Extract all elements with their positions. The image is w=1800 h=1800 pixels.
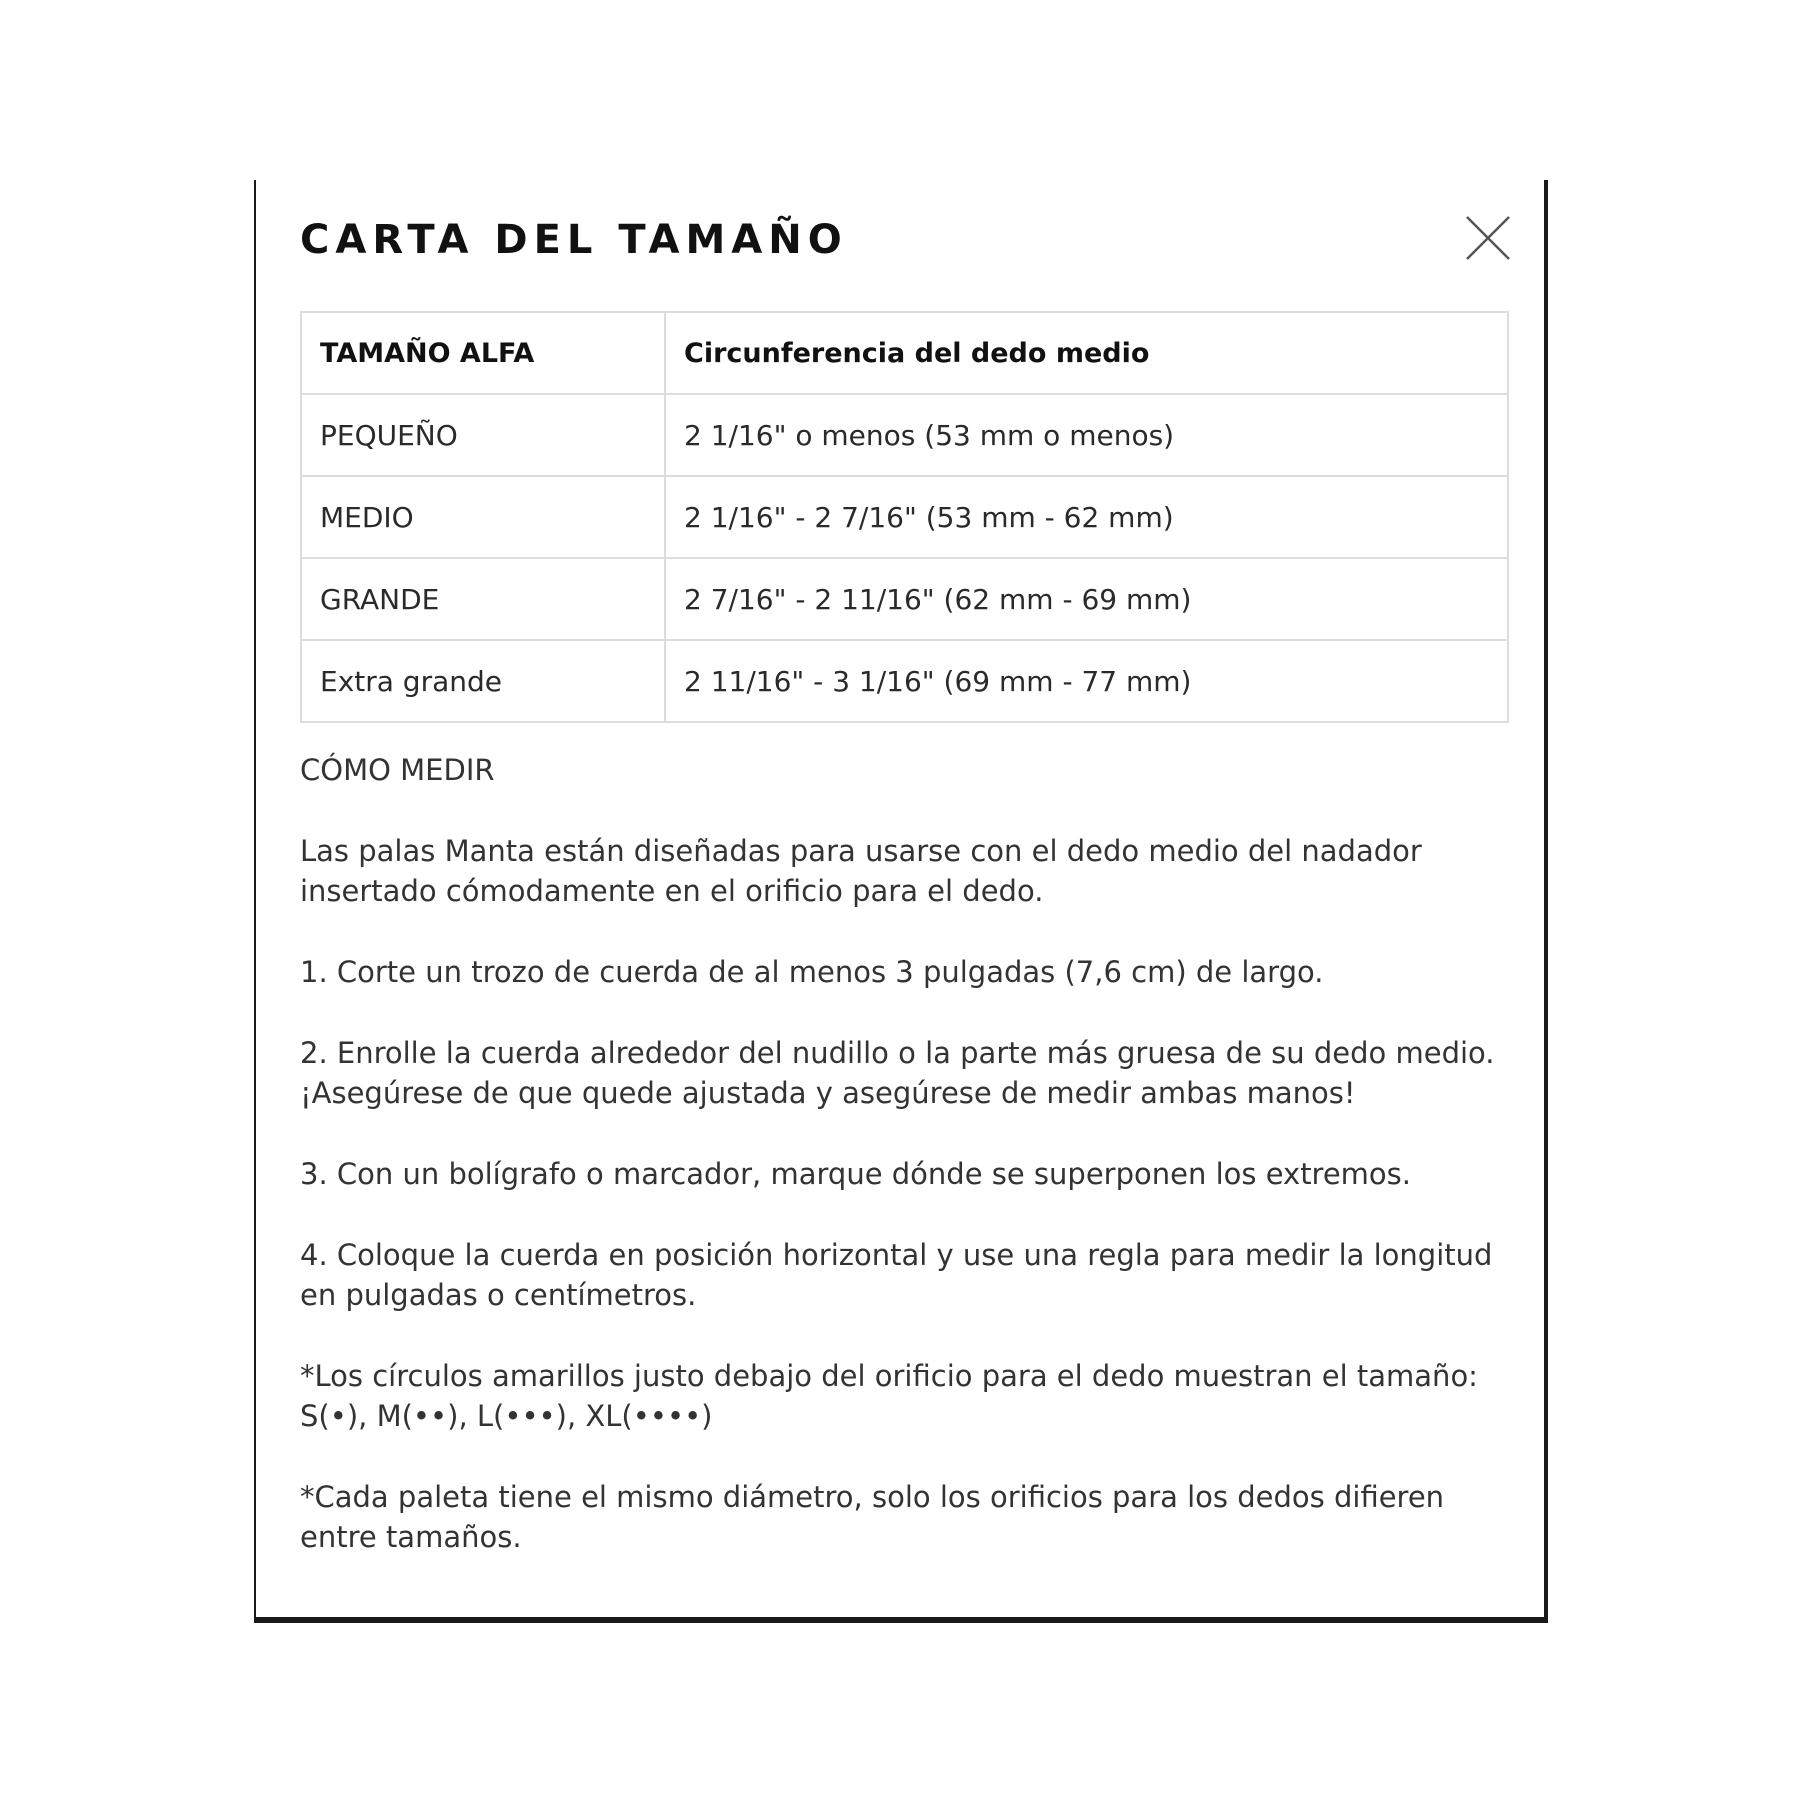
size-range: 2 1/16" - 2 7/16" (53 mm - 62 mm): [665, 476, 1508, 558]
table-row: [301, 640, 1508, 722]
size-table: [300, 311, 1509, 723]
text-line: 3. Con un bolígrafo o marcador, marque dónde se superponen los extremos.: [300, 1157, 1412, 1191]
instructions-note-1: [300, 1356, 1520, 1436]
text-line: *Cada paleta tiene el mismo diámetro, solo los orificios para los dedos difieren: [300, 1480, 1445, 1514]
size-range: 2 11/16" - 3 1/16" (69 mm - 77 mm): [665, 640, 1508, 722]
measure-instructions: [300, 750, 1520, 1598]
text-line: S(•), M(••), L(•••), XL(••••): [300, 1399, 713, 1433]
close-button[interactable]: [1464, 214, 1512, 262]
text-line: en pulgadas o centímetros.: [300, 1278, 697, 1312]
size-chart-modal: [254, 180, 1548, 1623]
text-line: insertado cómodamente en el orificio para el dedo.: [300, 874, 1044, 908]
instructions-step-4: [300, 1235, 1520, 1315]
table-row: [301, 476, 1508, 558]
size-name: GRANDE: [301, 558, 665, 640]
instructions-step-2: [300, 1033, 1520, 1113]
modal-title: CARTA DEL TAMAÑO: [300, 217, 848, 263]
table-header-row: [301, 312, 1508, 394]
text-line: Las palas Manta están diseñadas para usarse con el dedo medio del nadador: [300, 834, 1422, 868]
text-line: ¡Asegúrese de que quede ajustada y asegúrese de medir ambas manos!: [300, 1076, 1356, 1110]
instructions-heading: CÓMO MEDIR: [300, 753, 495, 787]
size-range: 2 1/16" o menos (53 mm o menos): [665, 394, 1508, 476]
header-circumference: Circunferencia del dedo medio: [665, 312, 1508, 394]
size-name: MEDIO: [301, 476, 665, 558]
text-line: 1. Corte un trozo de cuerda de al menos 3 pulgadas (7,6 cm) de largo.: [300, 955, 1324, 989]
instructions-intro: [300, 831, 1520, 911]
text-line: 2. Enrolle la cuerda alrededor del nudillo o la parte más gruesa de su dedo medio.: [300, 1036, 1495, 1070]
text-line: *Los círculos amarillos justo debajo del orificio para el dedo muestran el tamaño:: [300, 1359, 1478, 1393]
size-name: Extra grande: [301, 640, 665, 722]
close-icon: [1464, 214, 1512, 262]
size-name: PEQUEÑO: [301, 394, 665, 476]
text-line: 4. Coloque la cuerda en posición horizontal y use una regla para medir la longitud: [300, 1238, 1493, 1272]
table-row: [301, 558, 1508, 640]
instructions-step-3: [300, 1154, 1520, 1194]
table-row: [301, 394, 1508, 476]
instructions-note-2: [300, 1477, 1520, 1557]
text-line: entre tamaños.: [300, 1520, 522, 1554]
size-range: 2 7/16" - 2 11/16" (62 mm - 69 mm): [665, 558, 1508, 640]
header-alpha-size: TAMAÑO ALFA: [301, 312, 665, 394]
instructions-step-1: [300, 952, 1520, 992]
